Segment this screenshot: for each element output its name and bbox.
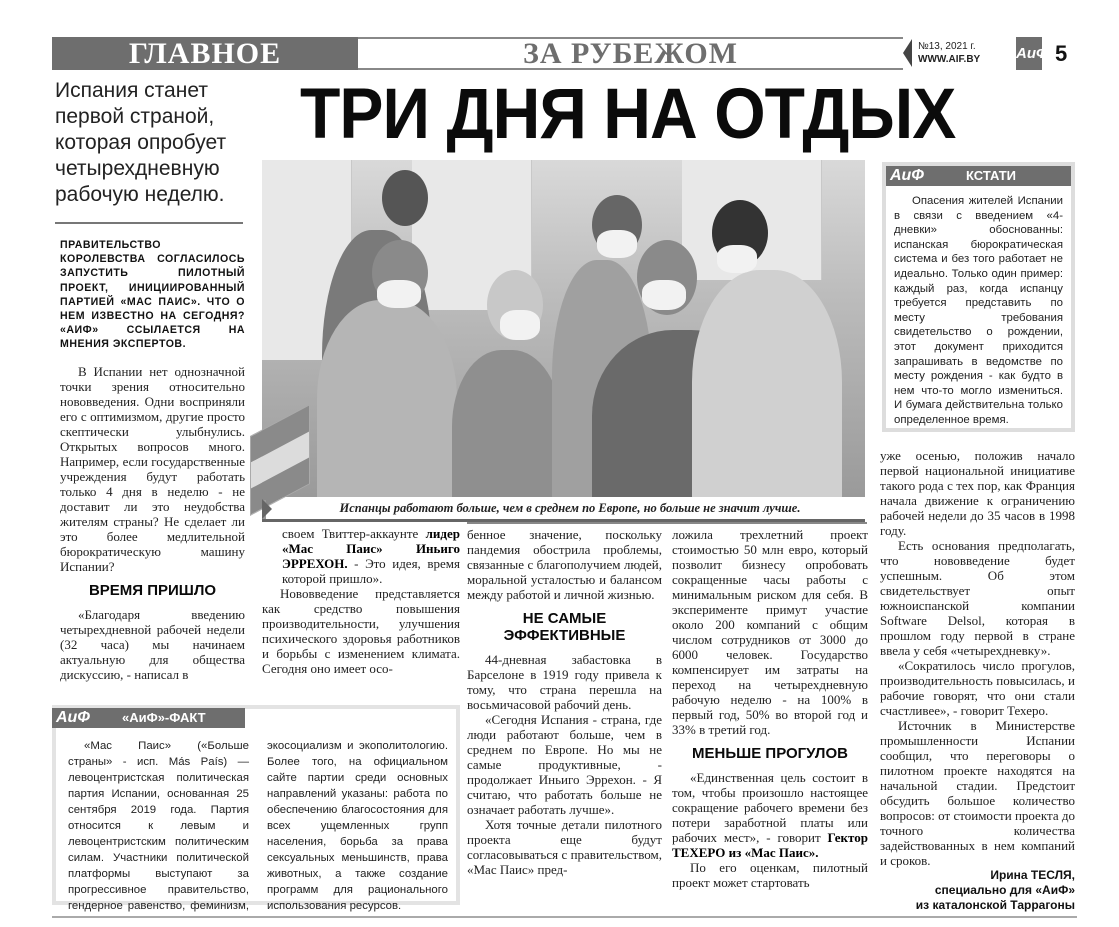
article-column-3 <box>467 527 662 877</box>
paragraph: уже осенью, положив начало первой национальной инициативе такого рода с тех пор, как Франция начала движение к ограничению рабочей недели до 35 часов в 1998 году. <box>880 448 1075 538</box>
article-photo <box>262 160 865 497</box>
section-label-abroad: ЗА РУБЕЖОМ <box>358 37 903 70</box>
text: - Это идея, время которой пришло». <box>282 556 460 586</box>
paragraph: «Сегодня Испания - страна, где люди работают больше, чем в среднем по Европе. Но мы не самые продуктивные, - продолжает Иньиго Эррехон. - Я считаю, что работать больше не означает работать лучше». <box>467 712 662 817</box>
article-column-5 <box>880 448 1075 913</box>
paragraph: 44-дневная забастовка в Барселоне в 1919 году привела к тому, что страна перешла на восьмичасовой рабочий день. <box>467 652 662 712</box>
issue-number: №13, 2021 г. <box>918 41 976 52</box>
sidebar-text: Опасения жителей Испании в связи с введением «4-дневки» обоснованны: испанская бюрократическая система и без того работает не идеально. Только один пример: каждый раз, когда испанцу требуется представить по месту требования свидетельство о рождении, этот документ приходится запрашивать в ведомстве по месту рождения - как будто в нем что-то могло измениться. И бумага действительна только определенное время. <box>894 195 1063 426</box>
article-subtitle: Испания станет первой страной, которая опробует четырехдневную рабочую неделю. <box>55 79 227 206</box>
page-bottom-rule <box>52 916 1077 918</box>
section-label-main: ГЛАВНОЕ <box>52 37 358 70</box>
website-link[interactable]: WWW.AIF.BY <box>918 54 981 65</box>
article-title: ТРИ ДНЯ НА ОТДЫХ <box>300 75 956 154</box>
paragraph: Хотя точные детали пилотного проекта еще будут согласовываться с правительством, «Мас Паис» пред- <box>467 817 662 877</box>
aif-logo-icon: АиФ <box>890 167 924 184</box>
person-name: Гектор ТЕХЕРО из «Мас Паис». <box>672 830 868 860</box>
paragraph <box>672 770 868 860</box>
author-name: Ирина ТЕСЛЯ, <box>990 868 1075 882</box>
aif-logo-icon: АиФ <box>1016 37 1042 70</box>
aif-logo-icon: АиФ <box>56 709 90 726</box>
author-affiliation: специально для «АиФ» <box>934 883 1075 897</box>
paragraph: Есть основания предполагать, что нововведение будет успешным. Об этом свидетельствует опыт южноиспанской компании Software Delsol, которая в прошлом году первой в стране ввела у себя «четырехдневку». <box>880 538 1075 658</box>
section-heading: НЕ САМЫЕ ЭФФЕКТИВНЫЕ <box>503 610 626 644</box>
paragraph: «Благодаря введению четырехдневной рабочей недели (32 часа) мы начинаем актуальную для общества дискуссию, - написал в <box>60 606 245 682</box>
sidebar-header <box>886 166 1071 186</box>
text: «Единственная цель состоит в том, чтобы произошло настоящее сокращение рабочего времени без потери заработной платы или рабочих мест», - говорит <box>672 770 868 845</box>
paragraph: Нововведение представляется как средство повышения производительности, улучшения психического здоровья работников и борьбы с изменением климата. Сегодня оно имеет осо- <box>262 586 460 676</box>
article-column-2 <box>262 526 460 676</box>
caption-arrow-icon <box>262 499 272 519</box>
sidebar-label: КСТАТИ <box>966 168 1016 183</box>
page-number: 5 <box>1055 41 1068 66</box>
paragraph <box>262 526 460 586</box>
text: своем Твиттер-аккаунте <box>282 526 426 541</box>
divider <box>467 522 867 524</box>
fact-label: «АиФ»-ФАКТ <box>122 710 206 725</box>
fact-text <box>68 738 448 914</box>
arrow-left-icon <box>903 39 912 67</box>
paragraph: «Мас Паис» («Больше страны» - исп. Más País) — левоцентристская политическая партия Испании, основанная 25 сентября 2019 года. Партия относится к левым и левоцентристским политическим силам. Участники политической платформы выступают за прогрессивное правительство, гендерное равенство, феминизм, экосоциализм и экополитологию. Более того, на официальном сайте партии среди основных направлений указаны: работа по обеспечению благосостояния для всех ущемленных групп населения, борьба за права сексуальных меньшинств, права животных, а также создание программ для рационального использования ресурсов. <box>68 740 448 912</box>
paragraph: ложила трехлетний проект стоимостью 50 млн евро, который позволит бизнесу опробовать сокращенные часы работы с минимальным риском для себя. В эксперименте примут участие около 200 компаний с общим числом сотрудников от 3000 до 6000 человек. Государство компенсирует им затраты на переход на четырехдневную рабочую неделю - на 100% в первый год, 50% во второй год и 33% в третий год. <box>672 527 868 737</box>
paragraph: бенное значение, поскольку пандемия обострила проблемы, связанные с благополучием людей, моральной усталостью и балансом между работой и личной жизнью. <box>467 527 662 602</box>
article-column-1 <box>60 238 245 682</box>
paragraph: По его оценкам, пилотный проект может стартовать <box>672 860 868 890</box>
fact-header <box>52 708 245 728</box>
article-lead: ПРАВИТЕЛЬСТВО КОРОЛЕВСТВА СОГЛАСИЛОСЬ ЗАПУСТИТЬ ПИЛОТНЫЙ ПРОЕКТ, ИНИЦИИРОВАННЫЙ ПАРТИЕЙ «МАС ПАИС». ЧТО О НЕМ ИЗВЕСТНО НА СЕГОДНЯ? «АИФ» ССЫЛАЕТСЯ НА МНЕНИЯ ЭКСПЕРТОВ. <box>60 239 245 351</box>
article-column-4 <box>672 527 868 890</box>
section-heading: МЕНЬШЕ ПРОГУЛОВ <box>692 745 848 762</box>
section-heading: ВРЕМЯ ПРИШЛО <box>88 581 217 599</box>
divider <box>55 222 243 224</box>
sidebar-kstati <box>882 162 1075 432</box>
photo-caption: Испанцы работают больше, чем в среднем по Европе, но больше не значит лучше. <box>339 501 801 515</box>
author-location: из каталонской Таррагоны <box>915 898 1075 912</box>
paragraph: В Испании нет однозначной точки зрения относительно нововведения. Одни восприняли его с оптимизмом, другие просто скептически улыбнулись. Открытых вопросов много. Например, если государственные учреждения будут работать только 4 дня в неделю - не доставит ли это неудобства жителям страны? Не сделает ли это более медлительной бюрократическую машину Испании? <box>60 363 245 574</box>
paragraph: «Сократилось число прогулов, производительность повысилась, и рабочие говорят, что они стали счастливее», - говорит Техеро. <box>880 658 1075 718</box>
person-name: лидер «Мас Паис» Иньиго ЭРРЕХОН. <box>282 526 460 571</box>
paragraph: Источник в Министерстве промышленности Испании сообщил, что переговоры о пилотном проекте находятся на начальной стадии. Предстоит обсудить большое количество вопросов: от стоимости проекта до точного количества задействованных в нем компаний и сроков. <box>880 718 1075 868</box>
